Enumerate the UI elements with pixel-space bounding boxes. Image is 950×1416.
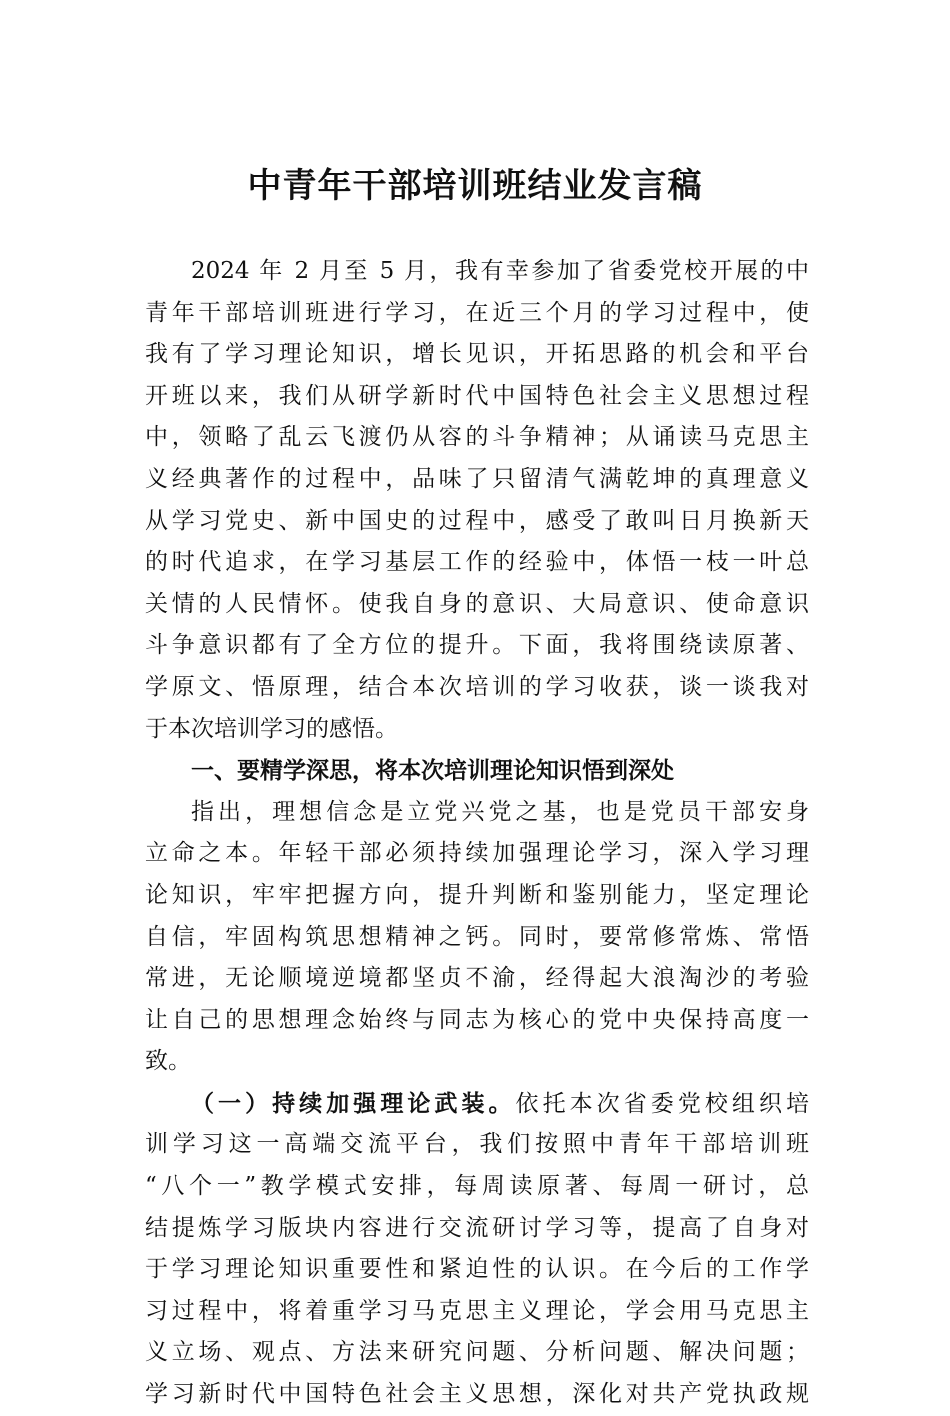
paragraph-line: 让自己的思想理念始终与同志为核心的党中央保持高度一 <box>145 1006 809 1033</box>
paragraph-line <box>145 1083 809 1125</box>
paragraph-line: 青年干部培训班进行学习，在近三个月的学习过程中，使 <box>145 299 809 326</box>
paragraph-line: 结提炼学习版块内容进行交流研讨学习等，提高了自身对 <box>145 1214 809 1241</box>
paragraph-line: 的时代追求，在学习基层工作的经验中，体悟一枝一叶总 <box>145 549 809 576</box>
subsection-heading: （一）持续加强理论武装。 <box>191 1089 516 1117</box>
paragraph-line: 致。 <box>145 1048 191 1075</box>
section-heading: 一、要精学深思，将本次培训理论知识悟到深处 <box>191 757 674 785</box>
paragraph-line: 论知识，牢牢把握方向，提升判断和鉴别能力，坚定理论 <box>145 881 809 908</box>
paragraph-line: 我有了学习理论知识，增长见识，开拓思路的机会和平台 <box>145 341 809 368</box>
paragraph-line: 学原文、悟原理，结合本次培训的学习收获，谈一谈我对 <box>145 673 809 700</box>
paragraph-run: 依托本次省委党校组织培 <box>515 1090 810 1117</box>
paragraph-line: 自信，牢固构筑思想精神之钙。同时，要常修常炼、常悟 <box>145 923 809 950</box>
paragraph-line: 于学习理论知识重要性和紧迫性的认识。在今后的工作学 <box>145 1256 809 1283</box>
paragraph-line: 斗争意识都有了全方位的提升。下面，我将围绕读原著、 <box>145 632 809 659</box>
paragraph-line: 义立场、观点、方法来研究问题、分析问题、解决问题； <box>145 1339 809 1366</box>
paragraph-line: 立命之本。年轻干部必须持续加强理论学习，深入学习理 <box>145 840 809 867</box>
paragraph-line: 于本次培训学习的感悟。 <box>145 715 398 742</box>
paragraph-line: 训学习这一高端交流平台，我们按照中青年干部培训班 <box>145 1131 809 1158</box>
document-body <box>145 251 809 1416</box>
paragraph-line: 开班以来，我们从研学新时代中国特色社会主义思想过程 <box>145 382 809 409</box>
paragraph-line: 学习新时代中国特色社会主义思想，深化对共产党执政规 <box>145 1381 809 1408</box>
paragraph-line: 从学习党史、新中国史的过程中，感受了敢叫日月换新天 <box>145 507 809 534</box>
paragraph-line: 指出，理想信念是立党兴党之基，也是党员干部安身 <box>191 798 809 825</box>
document-title: 中青年干部培训班结业发言稿 <box>247 166 703 206</box>
paragraph-line: 中，领略了乱云飞渡仍从容的斗争精神；从诵读马克思主 <box>145 424 809 451</box>
paragraph-line: 义经典著作的过程中，品味了只留清气满乾坤的真理意义 <box>145 465 809 492</box>
paragraph-line: 关情的人民情怀。使我自身的意识、大局意识、使命意识 <box>145 590 809 617</box>
paragraph-line: 常进，无论顺境逆境都坚贞不渝，经得起大浪淘沙的考验 <box>145 965 809 992</box>
paragraph-line: “八个一”教学模式安排，每周读原著、每周一研讨，总 <box>145 1173 809 1200</box>
paragraph-line: 习过程中，将着重学习马克思主义理论，学会用马克思主 <box>145 1297 809 1324</box>
paragraph-line: 2024 年 2 月至 5 月，我有幸参加了省委党校开展的中 <box>191 258 809 284</box>
